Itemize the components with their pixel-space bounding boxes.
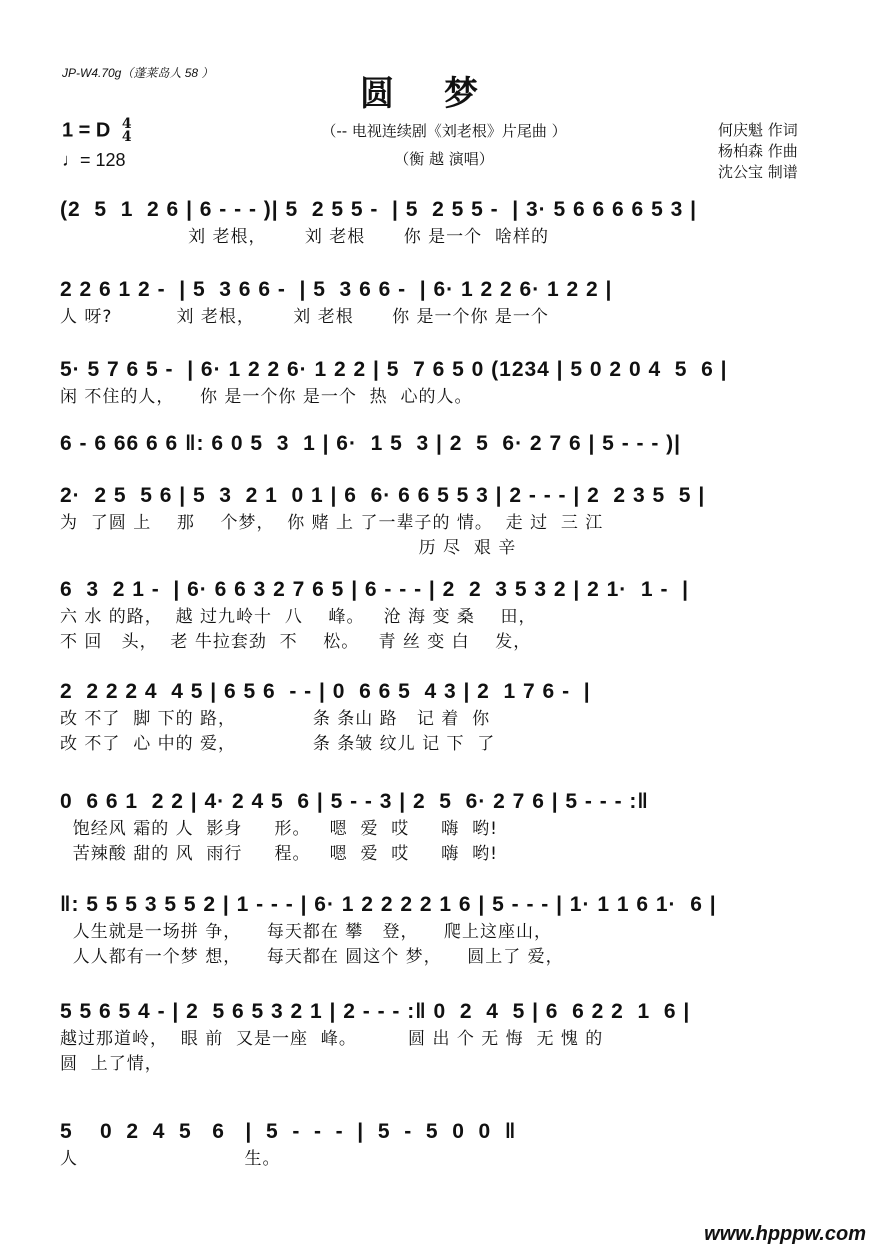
performer: （衡 越 演唱） <box>394 150 494 168</box>
notation-line: 6 - 6 66 6 6 ‖: 6 0 5 3 1 | 6· 1 5 3 | 2 5 6· 2 7 6 | 5 - - - )| <box>60 432 682 455</box>
notation-line: (2 5 1 2 6 | 6 - - - )| 5 2 5 5 - | 5 2 5 5 - | 3· 5 6 6 6 6 5 3 | <box>60 198 697 221</box>
lyric-line: 刘 老根， 刘 老根 你 是一个 啥样的 <box>60 227 549 247</box>
lyric-line: 饱经风 霜的 人 影身 形。 嗯 爱 哎 嗨 哟! <box>60 819 498 839</box>
score-system-5 <box>60 484 830 558</box>
notation-line: 6 3 2 1 - | 6· 6 6 3 2 7 6 5 | 6 - - - | 2 2 3 5 3 2 | 2 1· 1 - | <box>60 578 689 601</box>
notation-line: 2 2 6 1 2 - | 5 3 6 6 - | 5 3 6 6 - | 6· 1 2 2 6· 1 2 2 | <box>60 278 613 301</box>
lyric-line: 人 呀? 刘 老根， 刘 老根 你 是一个你 是一个 <box>60 307 549 327</box>
score-system-6 <box>60 578 830 652</box>
site-watermark: www.hpppw.com <box>704 1223 866 1245</box>
lyric-line: 不 回 头， 老 牛拉套劲 不 松。 青 丝 变 白 发， <box>60 632 532 652</box>
score-system-4 <box>60 432 830 456</box>
lyric-line: 改 不了 脚 下的 路， 条 条山 路 记 着 你 <box>60 709 491 729</box>
lyric-line: 为 了圆 上 那 个梦， 你 赌 上 了一辈子的 情。 走 过 三 江 <box>60 513 604 533</box>
composer-credit: 杨柏森 作曲 <box>718 142 798 160</box>
lyric-line: 越过那道岭， 眼 前 又是一座 峰。 圆 出 个 无 悔 无 愧 的 <box>60 1029 604 1049</box>
lyric-line: 人 生。 <box>60 1149 281 1169</box>
notation-line: 5· 5 7 6 5 - | 6· 1 2 2 6· 1 2 2 | 5 7 6 5 0 (1234 | 5 0 2 0 4 5 6 | <box>60 358 728 381</box>
lyric-line: 六 水 的路， 越 过九岭十 八 峰。 沧 海 变 桑 田， <box>60 607 537 627</box>
credits <box>718 120 798 183</box>
score-system-3 <box>60 358 830 407</box>
tempo-marking: ♩= 128 <box>62 150 126 170</box>
song-title: 圆梦 <box>360 74 528 114</box>
subtitle: （-- 电视连续剧《刘老根》片尾曲 ） <box>321 122 567 140</box>
arranger-credit: 沈公宝 制谱 <box>718 163 798 181</box>
score-system-8 <box>60 790 830 864</box>
score-system-7 <box>60 680 830 754</box>
lyric-line: 改 不了 心 中的 爱， 条 条皱 纹儿 记 下 了 <box>60 734 496 754</box>
notation-line: 2· 2 5 5 6 | 5 3 2 1 0 1 | 6 6· 6 6 5 5 3 | 2 - - - | 2 2 3 5 5 | <box>60 484 706 507</box>
lyric-line: 人人都有一个梦 想， 每天都在 圆这个 梦， 圆上了 爱， <box>60 947 564 967</box>
lyric-line: 闲 不住的人， 你 是一个你 是一个 热 心的人。 <box>60 387 473 407</box>
notation-line: 5 5 6 5 4 - | 2 5 6 5 3 2 1 | 2 - - - :‖ 0 2 4 5 | 6 6 2 2 1 6 | <box>60 1000 691 1023</box>
lyricist-credit: 何庆魁 作词 <box>718 121 798 139</box>
notation-line: 2 2 2 2 4 4 5 | 6 5 6 - - | 0 6 6 5 4 3 | 2 1 7 6 - | <box>60 680 591 703</box>
notation-line: 0 6 6 1 2 2 | 4· 2 4 5 6 | 5 - - 3 | 2 5 6· 2 7 6 | 5 - - - :‖ <box>60 790 649 813</box>
score-system-11 <box>60 1120 830 1169</box>
lyric-line: 历 尽 艰 辛 <box>60 538 517 558</box>
score-system-10 <box>60 1000 830 1074</box>
score-system-2 <box>60 278 830 327</box>
key-label: 1 = D <box>62 119 111 142</box>
lyric-line: 圆 上了情， <box>60 1054 163 1074</box>
score-system-9 <box>60 893 830 967</box>
notation-line: 5 0 2 4 5 6 | 5 - - - | 5 - 5 0 0 ‖ <box>60 1120 517 1143</box>
lyric-line: 人生就是一场拼 争， 每天都在 攀 登， 爬上这座山， <box>60 922 553 942</box>
lyric-line: 苦辣酸 甜的 风 雨行 程。 嗯 爱 哎 嗨 哟! <box>60 844 498 864</box>
time-signature: 4 4 <box>121 116 132 145</box>
version-label: JP-W4.70g（蓬莱岛人 58 ） <box>62 66 214 80</box>
notation-line: ‖: 5 5 5 3 5 5 2 | 1 - - - | 6· 1 2 2 2 2 1 6 | 5 - - - | 1· 1 1 6 1· 6 | <box>60 893 717 916</box>
score-system-1 <box>60 198 830 247</box>
